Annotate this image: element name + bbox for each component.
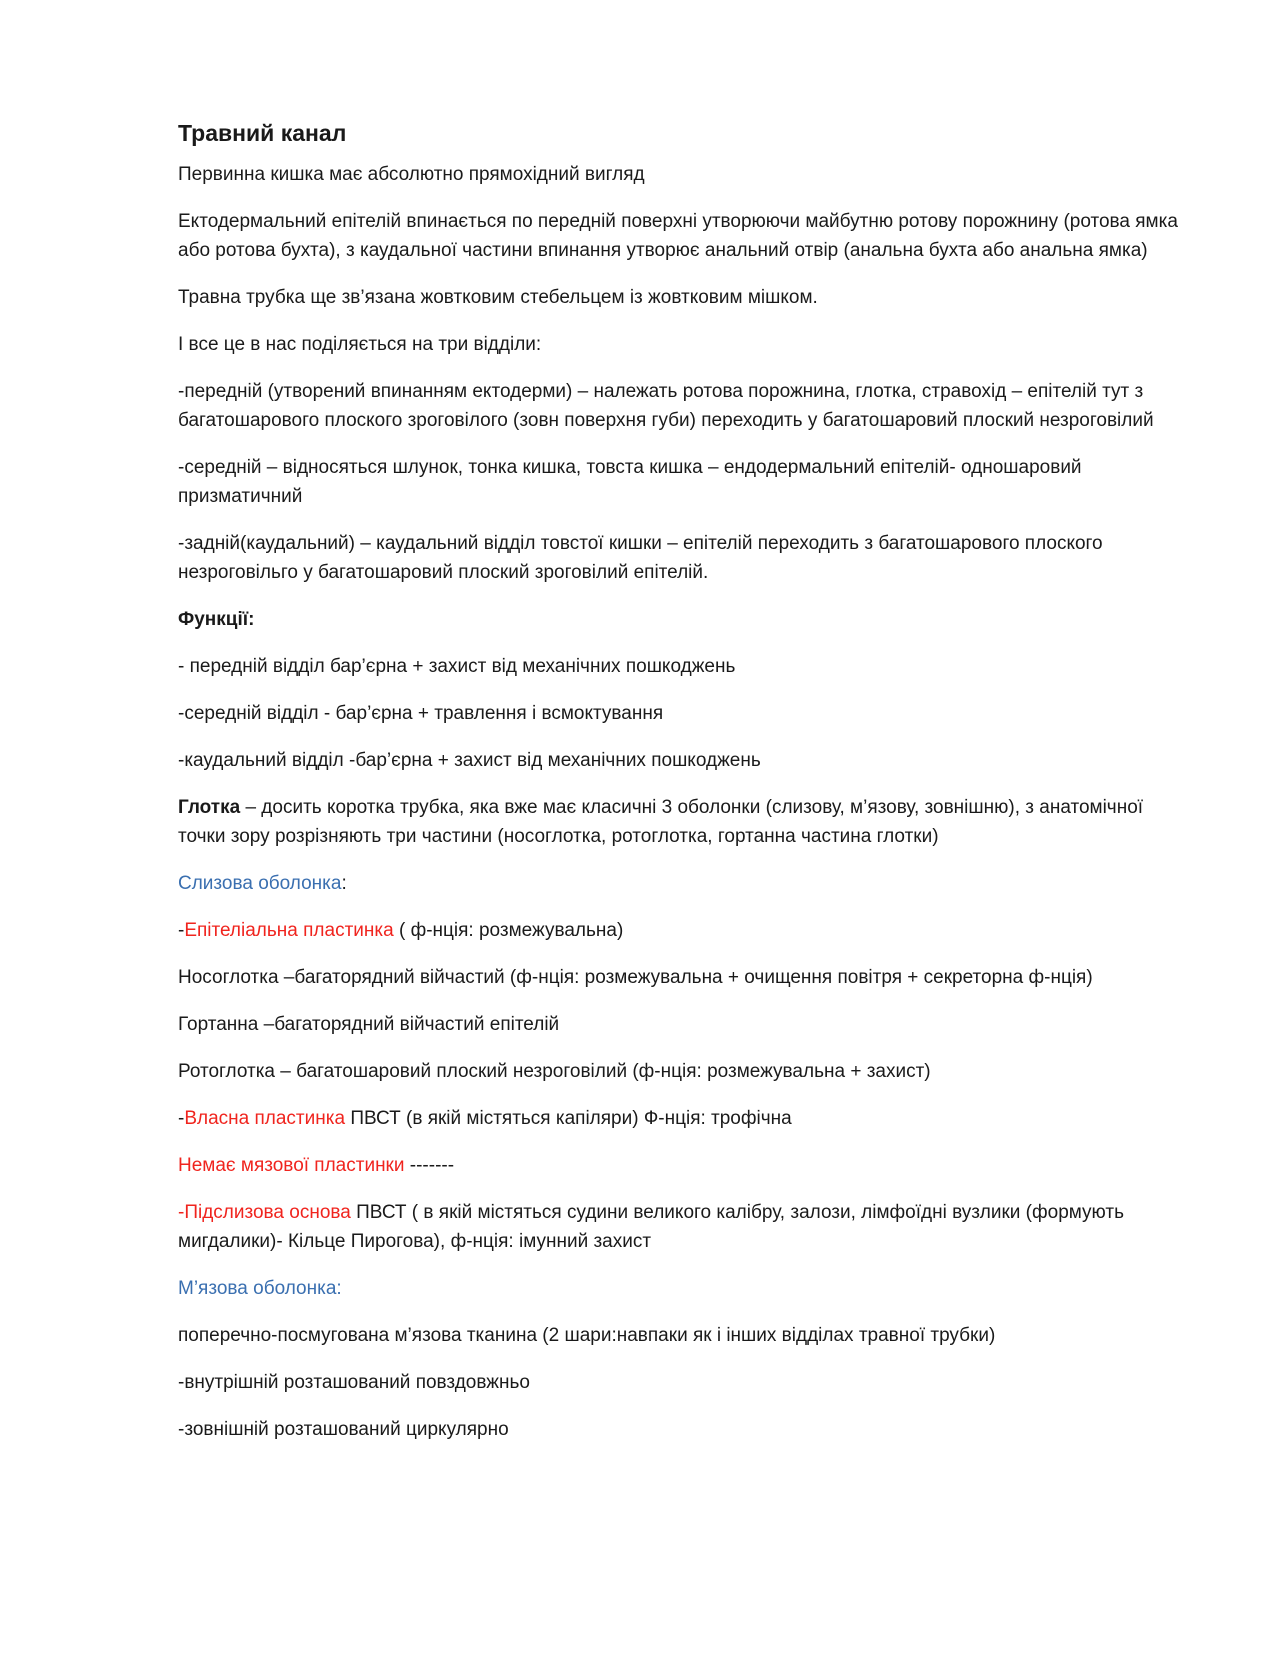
functions-heading: Функції:: [178, 609, 255, 630]
pharynx-term: Глотка: [178, 797, 241, 818]
paragraph-submucosa: -Підслизова основа ПВСТ ( в якій містяться судини великого калібру, залози, лімфоїдні вузлики (формують мигдалики)- Кільце Пирогова), ф-нція: імунний захист: [178, 1202, 1124, 1252]
paragraph-pharynx: [178, 793, 1190, 851]
paragraph-primary-gut: Первинна кишка має абсолютно прямохідний вигляд: [178, 164, 645, 185]
paragraph-epithelium: -Епітеліальна пластинка ( ф-нція: розмежувальна): [178, 920, 624, 941]
mucosa-label: Слизова оболонка: [178, 873, 342, 894]
epithelium-term: Епітеліальна пластинка: [184, 920, 394, 941]
paragraph-divisions: І все це в нас поділяється на три відділи:: [178, 334, 542, 355]
paragraph-posterior: -задній(каудальний) – каудальний відділ товстої кишки – епітелій переходить з багатошарового плоского незроговільго у багатошаровий плоский зроговілий епітелій.: [178, 533, 1103, 583]
paragraph-ectoderm: Ектодермальний епітелій впинається по передній поверхні утворюючи майбутню ротову порожнину (ротова ямка або ротова бухта), з каудальної частини впинання утворює анальний отвір (анальна бухта або анальна ямка): [178, 211, 1178, 261]
paragraph-laryngeal: Гортанна –багаторядний війчастий епітелій: [178, 1014, 560, 1035]
paragraph-nasopharynx: Носоглотка –багаторядний війчастий (ф-нція: розмежувальна + очищення повітря + секреторна ф-нція): [178, 967, 1093, 988]
function-anterior: - передній відділ бар’єрна + захист від механічних пошкоджень: [178, 656, 736, 677]
function-caudal: -каудальний відділ -бар’єрна + захист від механічних пошкоджень: [178, 750, 761, 771]
lamina-propria-term: Власна пластинка: [184, 1108, 346, 1129]
page-title: Травний канал: [178, 120, 347, 146]
muscular-heading: М’язова оболонка:: [178, 1278, 342, 1299]
paragraph-lamina-propria: -Власна пластинка ПВСТ (в якій містяться капіляри) Ф-нція: трофічна: [178, 1108, 792, 1129]
paragraph-inner-layer: -внутрішній розташований повздовжньо: [178, 1372, 530, 1393]
paragraph-anterior: -передній (утворений впинанням ектодерми) – належать ротова порожнина, глотка, стравохід – епітелій тут з багатошарового плоского зроговілого (зовн поверхня губи) переходить у багатошаровий плоский незроговілий: [178, 381, 1154, 431]
paragraph-digestive-tube: Травна трубка ще зв’язана жовтковим стебельцем із жовтковим мішком.: [178, 287, 818, 308]
paragraph-muscle-tissue: поперечно-посмугована м’язова тканина (2 шари:навпаки як і інших відділах травної трубки): [178, 1325, 996, 1346]
function-middle: -середній відділ - бар’єрна + травлення і всмоктування: [178, 703, 664, 724]
paragraph-oropharynx: Ротоглотка – багатошаровий плоский незроговілий (ф-нція: розмежувальна + захист): [178, 1061, 931, 1082]
submucosa-term: -Підслизова основа: [178, 1202, 351, 1223]
paragraph-no-muscularis: Немає мязової пластинки -------: [178, 1155, 455, 1176]
paragraph-outer-layer: -зовнішній розташований циркулярно: [178, 1419, 509, 1440]
pharynx-text: – досить коротка трубка, яка вже має класичні 3 оболонки (слизову, м’язову, зовнішню), з анатомічної точки зору розрізняють три частини (носоглотка, ротоглотка, гортанна частина глотки): [178, 797, 1144, 847]
document-page: [178, 112, 1190, 1462]
mucosa-heading: Слизова оболонка:: [178, 873, 347, 894]
paragraph-middle: -середній – відносяться шлунок, тонка кишка, товста кишка – ендодермальний епітелій- одношаровий призматичний: [178, 457, 1082, 507]
no-muscularis-term: Немає мязової пластинки: [178, 1155, 405, 1176]
